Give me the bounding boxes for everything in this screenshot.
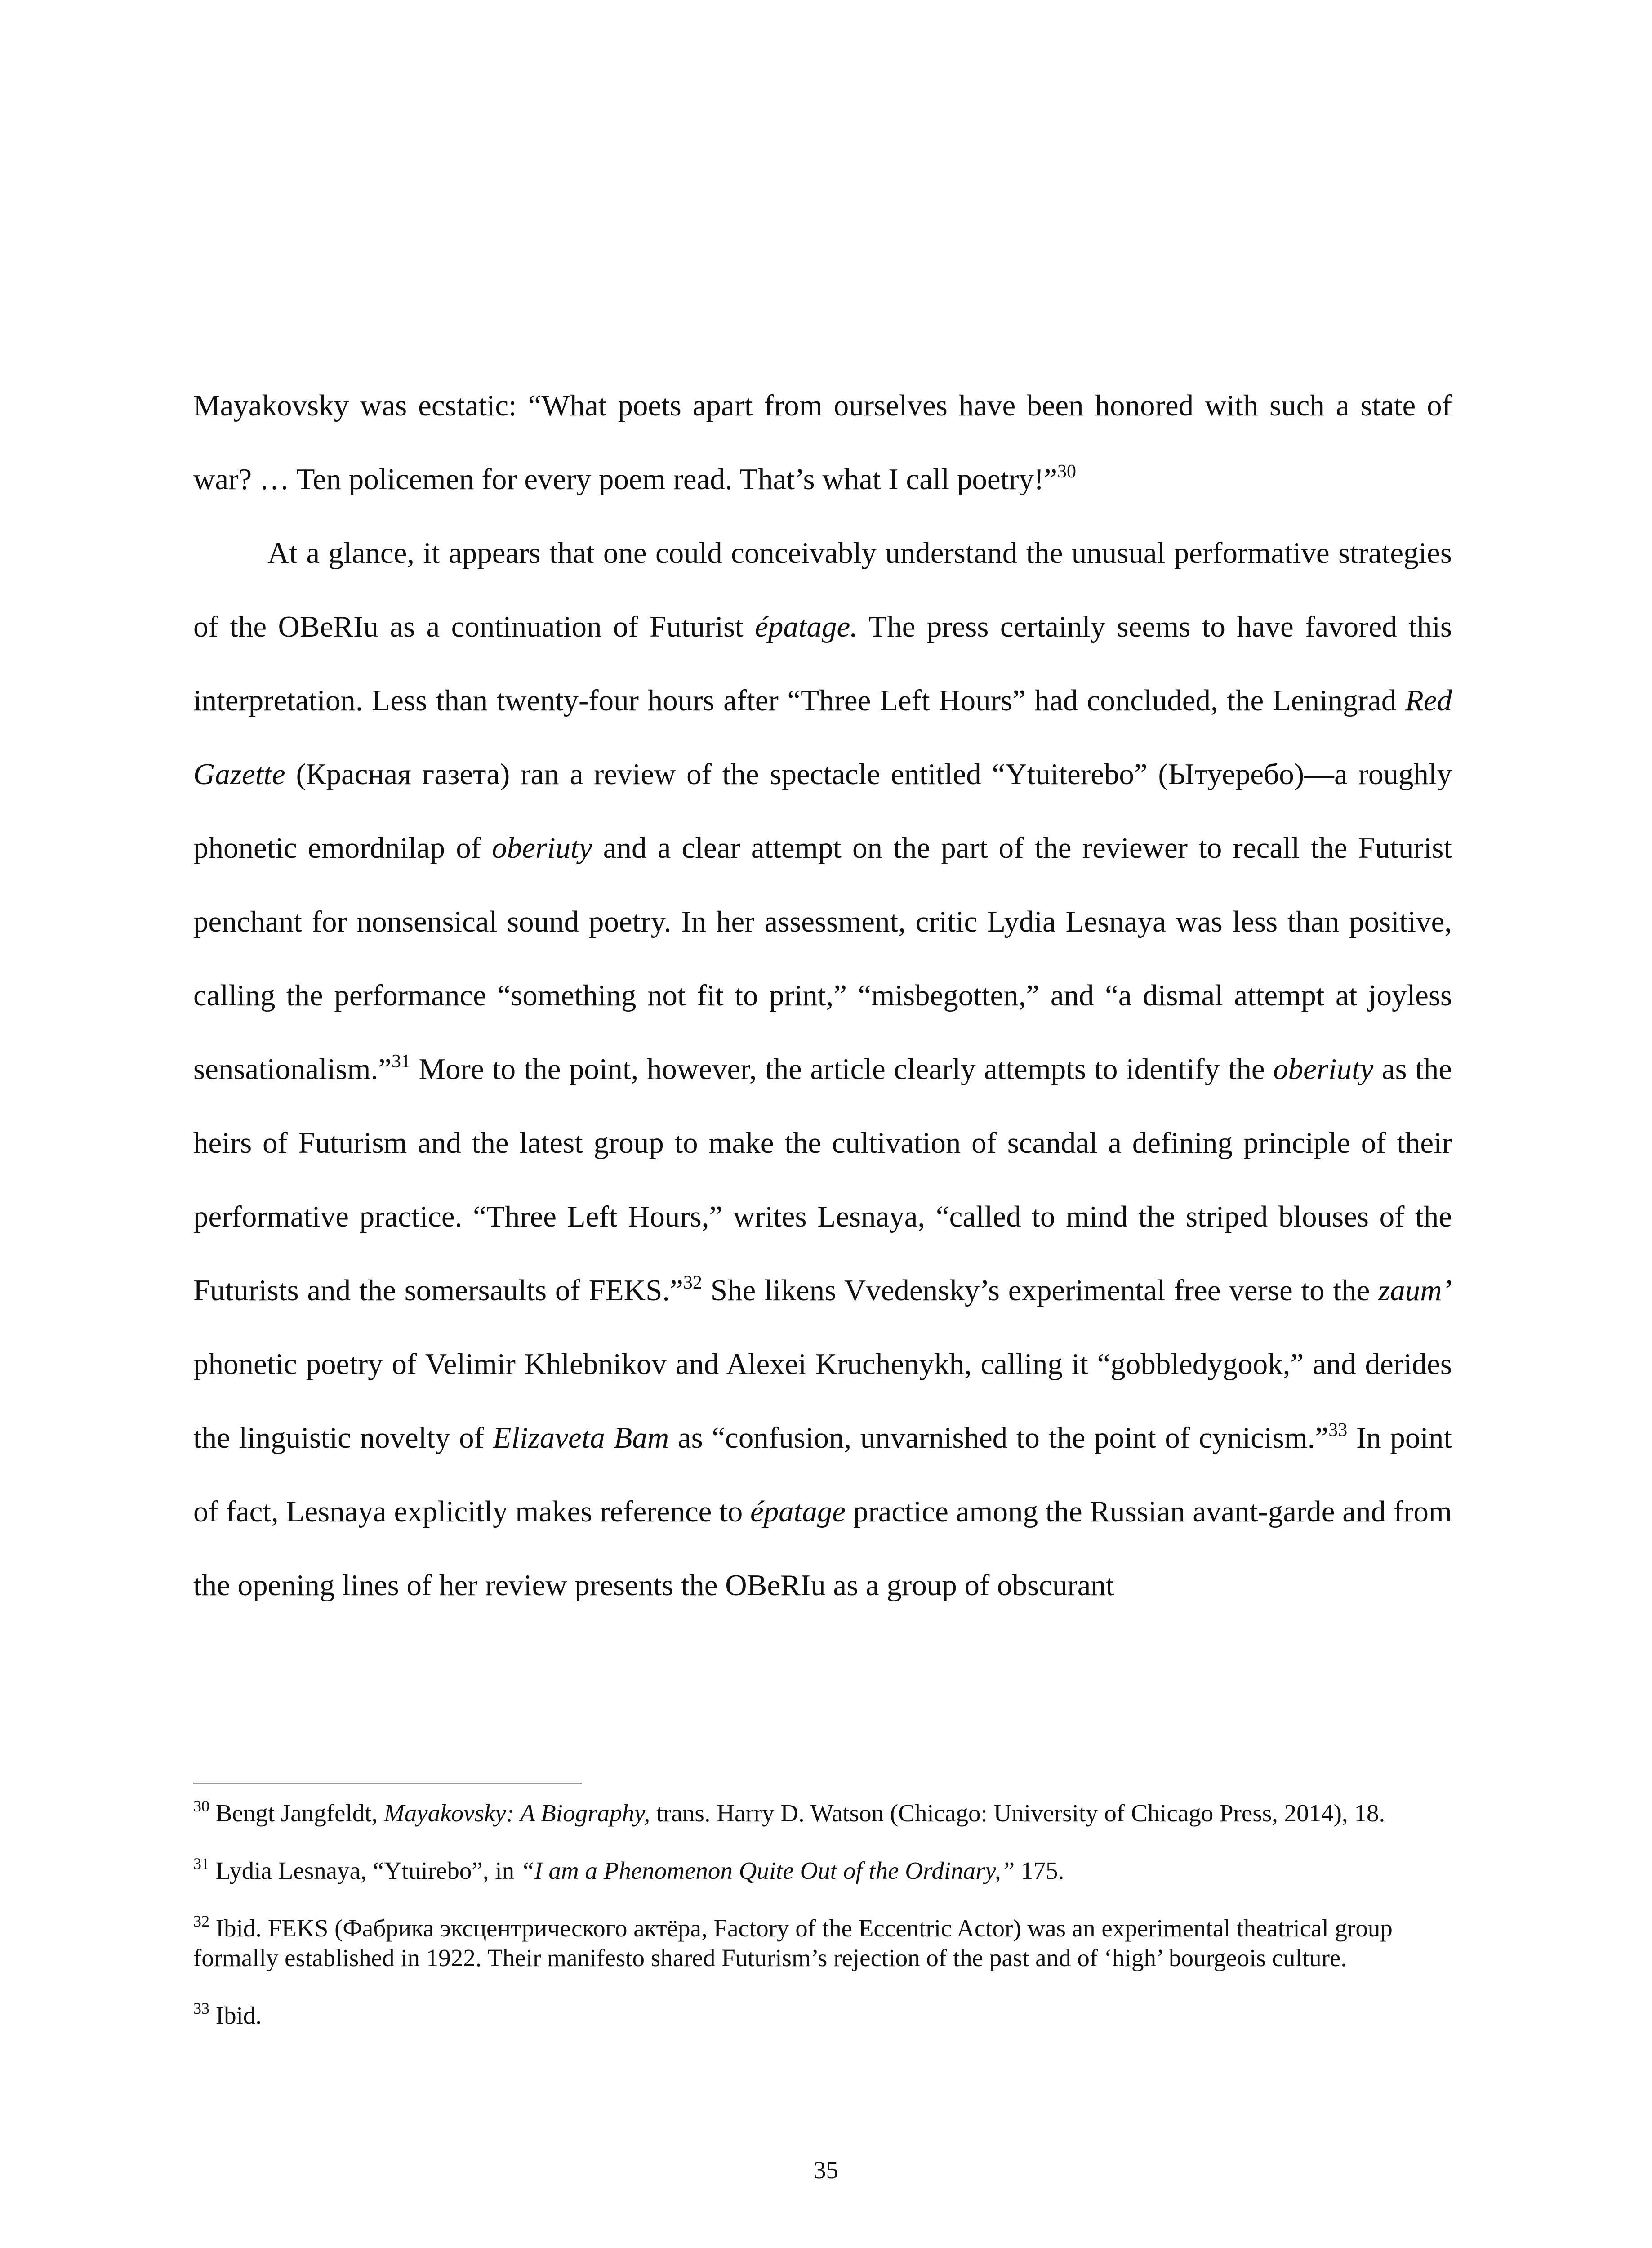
paragraph-text: (Красная газета) ran a review of the spectacle entitled “Ytuiterebo” (Ытуеребо)—a roughly phonetic emordnilap of	[193, 758, 1452, 865]
paragraph-1	[193, 369, 1452, 516]
paragraph-text: and a clear attempt on the part of the reviewer to recall the Futurist penchant for nonsensical sound poetry. In her assessment, critic Lydia Lesnaya was less than positive, calling the performance “something not fit to print,” “misbegotten,” and “a dismal attempt at joyless sensationalism.”	[193, 831, 1452, 1086]
paragraph-2	[193, 516, 1452, 1622]
paragraph-text: She likens Vvedensky’s experimental free verse to the	[702, 1274, 1379, 1307]
footnote-number: 33	[193, 1999, 209, 2017]
italic-term-oberiuty: oberiuty	[492, 831, 592, 865]
footnote-text: Lydia Lesnaya, “Ytuirebo”, in	[209, 1857, 521, 1884]
footnote-text: 175.	[1015, 1857, 1064, 1884]
paragraph-text: More to the point, however, the article clearly attempts to identify the	[410, 1053, 1274, 1086]
footnote-number: 30	[193, 1797, 209, 1815]
italic-title-red-gazette: Red Gazette	[193, 684, 1452, 791]
italic-title-elizaveta-bam: Elizaveta Bam	[493, 1421, 669, 1454]
footnote-number: 32	[193, 1912, 209, 1930]
paragraph-text: phonetic poetry of Velimir Khlebnikov and Alexei Kruchenykh, calling it “gobbledygook,” and derides the linguistic novelty of	[193, 1347, 1452, 1454]
italic-term-oberiuty: oberiuty	[1273, 1053, 1374, 1086]
paragraph-text: At a glance, it appears that one could conceivably understand the unusual performative strategies of the OBeRIu as a continuation of Futurist	[193, 536, 1452, 643]
italic-term-epatage: épatage.	[755, 610, 858, 643]
footnote-italic-title: “I am a Phenomenon Quite Out of the Ordinary,”	[520, 1857, 1015, 1884]
footnote-separator	[193, 1783, 582, 1784]
paragraph-text: In point of fact, Lesnaya explicitly makes reference to	[193, 1421, 1452, 1528]
footnote-text: Bengt Jangfeldt,	[209, 1799, 384, 1827]
footnote-32	[193, 1913, 1459, 1973]
footnote-ref-30[interactable]: 30	[1057, 461, 1077, 482]
footnote-italic-title: Mayakovsky: A Biography,	[383, 1799, 650, 1827]
footnote-ref-32[interactable]: 32	[683, 1272, 702, 1293]
footnote-text: Ibid.	[209, 2002, 262, 2029]
footnote-31	[193, 1856, 1459, 1886]
italic-term-epatage: épatage	[750, 1495, 846, 1528]
paragraph-text: The press certainly seems to have favored this interpretation. Less than twenty-four hours after “Three Left Hours” had concluded, the Leningrad	[193, 610, 1452, 717]
footnote-30	[193, 1798, 1459, 1828]
footnote-33	[193, 2001, 1459, 2030]
italic-term-zaum: zaum’	[1378, 1274, 1452, 1307]
paragraph-text: Mayakovsky was ecstatic: “What poets apart from ourselves have been honored with such a state of war? … Ten policemen for every poem read. That’s what I call poetry!”	[193, 389, 1452, 496]
footnote-ref-33[interactable]: 33	[1328, 1420, 1348, 1441]
main-text	[193, 369, 1452, 1622]
footnotes	[193, 1798, 1459, 2058]
footnote-number: 31	[193, 1855, 209, 1873]
footnote-text: Ibid. FEKS (Фабрика эксцентрического актёра, Factory of the Eccentric Actor) was an experimental theatrical group formally established in 1922. Their manifesto shared Futurism’s rejection of the past and of ‘high’ bourgeois culture.	[193, 1914, 1393, 1971]
paragraph-text: practice among the Russian avant-garde and from the opening lines of her review presents the OBeRIu as a group of obscurant	[193, 1495, 1452, 1602]
paragraph-text: as “confusion, unvarnished to the point of cynicism.”	[669, 1421, 1329, 1454]
footnote-ref-31[interactable]: 31	[392, 1051, 410, 1072]
footnote-text: trans. Harry D. Watson (Chicago: University of Chicago Press, 2014), 18.	[650, 1799, 1385, 1827]
paragraph-text: as the heirs of Futurism and the latest group to make the cultivation of scandal a defining principle of their performative practice. “Three Left Hours,” writes Lesnaya, “called to mind the striped blouses of the Futurists and the somersaults of FEKS.”	[193, 1053, 1452, 1307]
page-number: 35	[814, 2156, 838, 2184]
